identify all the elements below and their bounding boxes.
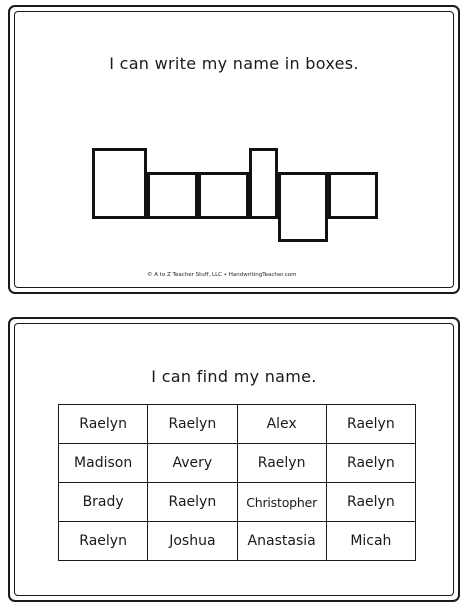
name-boxes-card (8, 5, 460, 294)
table-row (59, 444, 416, 483)
letter-box-short (328, 172, 378, 219)
name-grid (58, 404, 416, 561)
letter-box-tall (92, 148, 147, 219)
name-cell: Raelyn (148, 483, 237, 522)
name-cell: Micah (326, 522, 415, 561)
letter-box-short (147, 172, 198, 219)
name-cell: Raelyn (59, 522, 148, 561)
name-cell: Raelyn (59, 405, 148, 444)
table-row (59, 483, 416, 522)
table-row (59, 405, 416, 444)
name-cell: Alex (237, 405, 326, 444)
name-cell: Brady (59, 483, 148, 522)
name-cell: Avery (148, 444, 237, 483)
copyright-notice: © A to Z Teacher Stuff, LLC • HandwritingTeacher.com (147, 272, 297, 278)
name-cell: Raelyn (148, 405, 237, 444)
name-cell: Anastasia (237, 522, 326, 561)
letter-box-tall (249, 148, 278, 219)
name-boxes-title: I can write my name in boxes. (109, 54, 359, 73)
name-cell: Raelyn (326, 444, 415, 483)
find-name-card (8, 317, 460, 602)
name-cell: Madison (59, 444, 148, 483)
letter-box-descender (278, 172, 328, 242)
name-cell: Raelyn (326, 405, 415, 444)
name-cell: Raelyn (237, 444, 326, 483)
name-cell: Raelyn (326, 483, 415, 522)
find-name-title: I can find my name. (151, 367, 317, 386)
name-cell: Christopher (237, 483, 326, 522)
table-row (59, 522, 416, 561)
name-cell: Joshua (148, 522, 237, 561)
letter-box-short (198, 172, 249, 219)
